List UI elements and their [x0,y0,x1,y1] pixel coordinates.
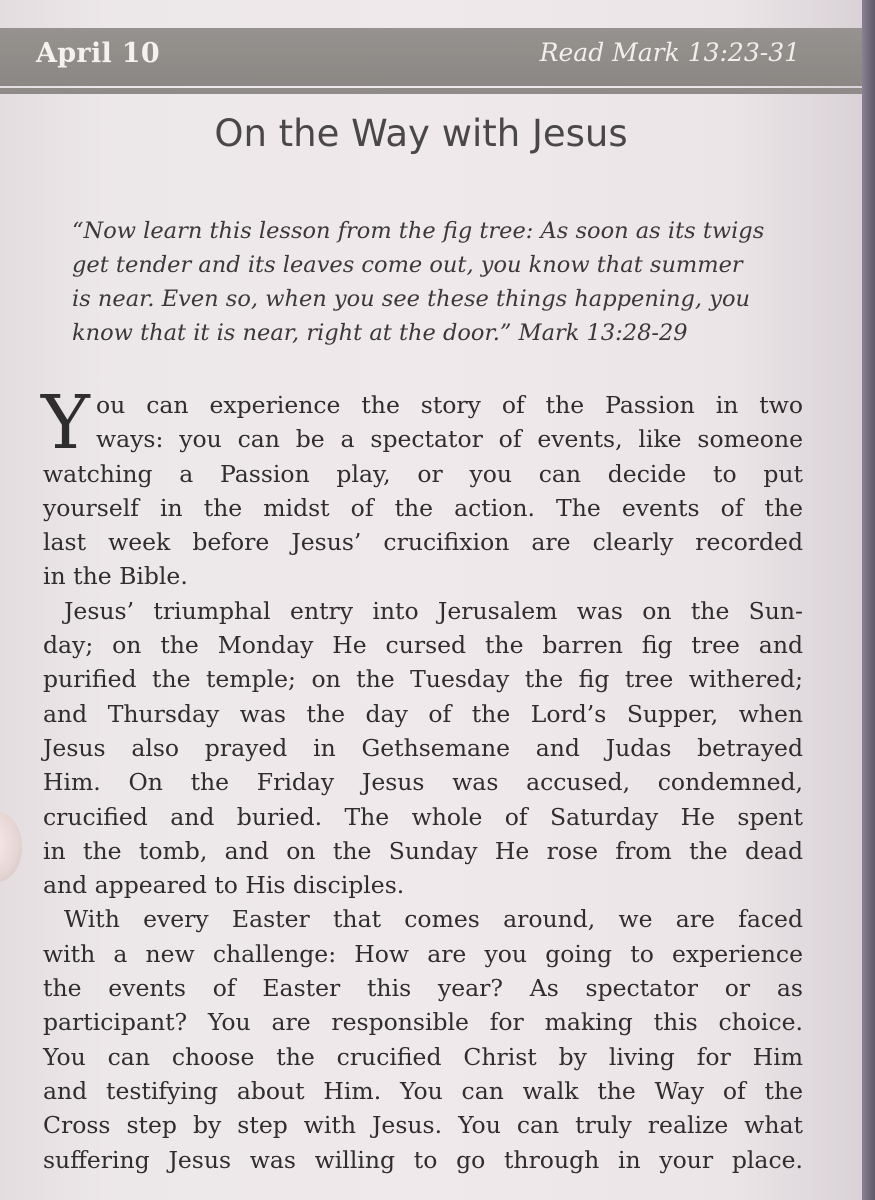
body-line: watching a Passion play, or you can decide to put [43,459,803,488]
scripture-line: know that it is near, right at the door.” Mark 13:28-29 [72,320,688,346]
devotional-title: On the Way with Jesus [214,112,628,155]
scripture-line: get tender and its leaves come out, you know that summer [72,252,743,278]
body-line: last week before Jesus’ crucifixion are clearly recorded [43,528,803,557]
body-line: in the Bible. [43,562,188,591]
body-line: Jesus’ triumphal entry into Jerusalem was on the Sun- [64,596,803,625]
body-line: You can choose the crucified Christ by living for Him [43,1042,803,1071]
body-line: the events of Easter this year? As spectator or as [43,974,803,1003]
body-line: crucified and buried. The whole of Saturday He spent [43,802,803,831]
devotional-date: April 10 [36,38,160,69]
body-line: with a new challenge: How are you going to experience [43,939,803,968]
scripture-line: “Now learn this lesson from the fig tree: As soon as its twigs [72,218,765,244]
drop-cap: Y [41,380,90,466]
fingertip [0,812,22,882]
scripture-line: is near. Even so, when you see these things happening, you [72,286,750,312]
body-line: ou can experience the story of the Passion in two [96,391,803,419]
body-line: Him. On the Friday Jesus was accused, condemned, [43,768,803,797]
body-line: participant? You are responsible for making this choice. [43,1008,803,1037]
body-line: and testifying about Him. You can walk the Way of the [43,1076,803,1105]
body-line: and Thursday was the day of the Lord’s Supper, when [43,699,803,728]
page-edge [862,0,875,1200]
body-line: Jesus also prayed in Gethsemane and Judas betrayed [43,733,803,762]
body-line: ways: you can be a spectator of events, like someone [96,425,803,454]
body-line: in the tomb, and on the Sunday He rose from the dead [43,836,803,865]
body-line: suffering Jesus was willing to go through in your place. [43,1145,803,1174]
scripture-quote [72,214,792,350]
body-line: purified the temple; on the Tuesday the fig tree withered; [43,665,803,694]
body-line: yourself in the midst of the action. The events of the [43,493,803,522]
body-line: and appeared to His disciples. [43,871,405,900]
devotional-body [41,380,803,1177]
body-line: day; on the Monday He cursed the barren fig tree and [43,631,803,660]
body-line: Cross step by step with Jesus. You can truly realize what [43,1111,803,1140]
reading-reference: Read Mark 13:23-31 [539,38,800,67]
body-line: With every Easter that comes around, we are faced [64,905,803,934]
header-divider [0,88,862,94]
